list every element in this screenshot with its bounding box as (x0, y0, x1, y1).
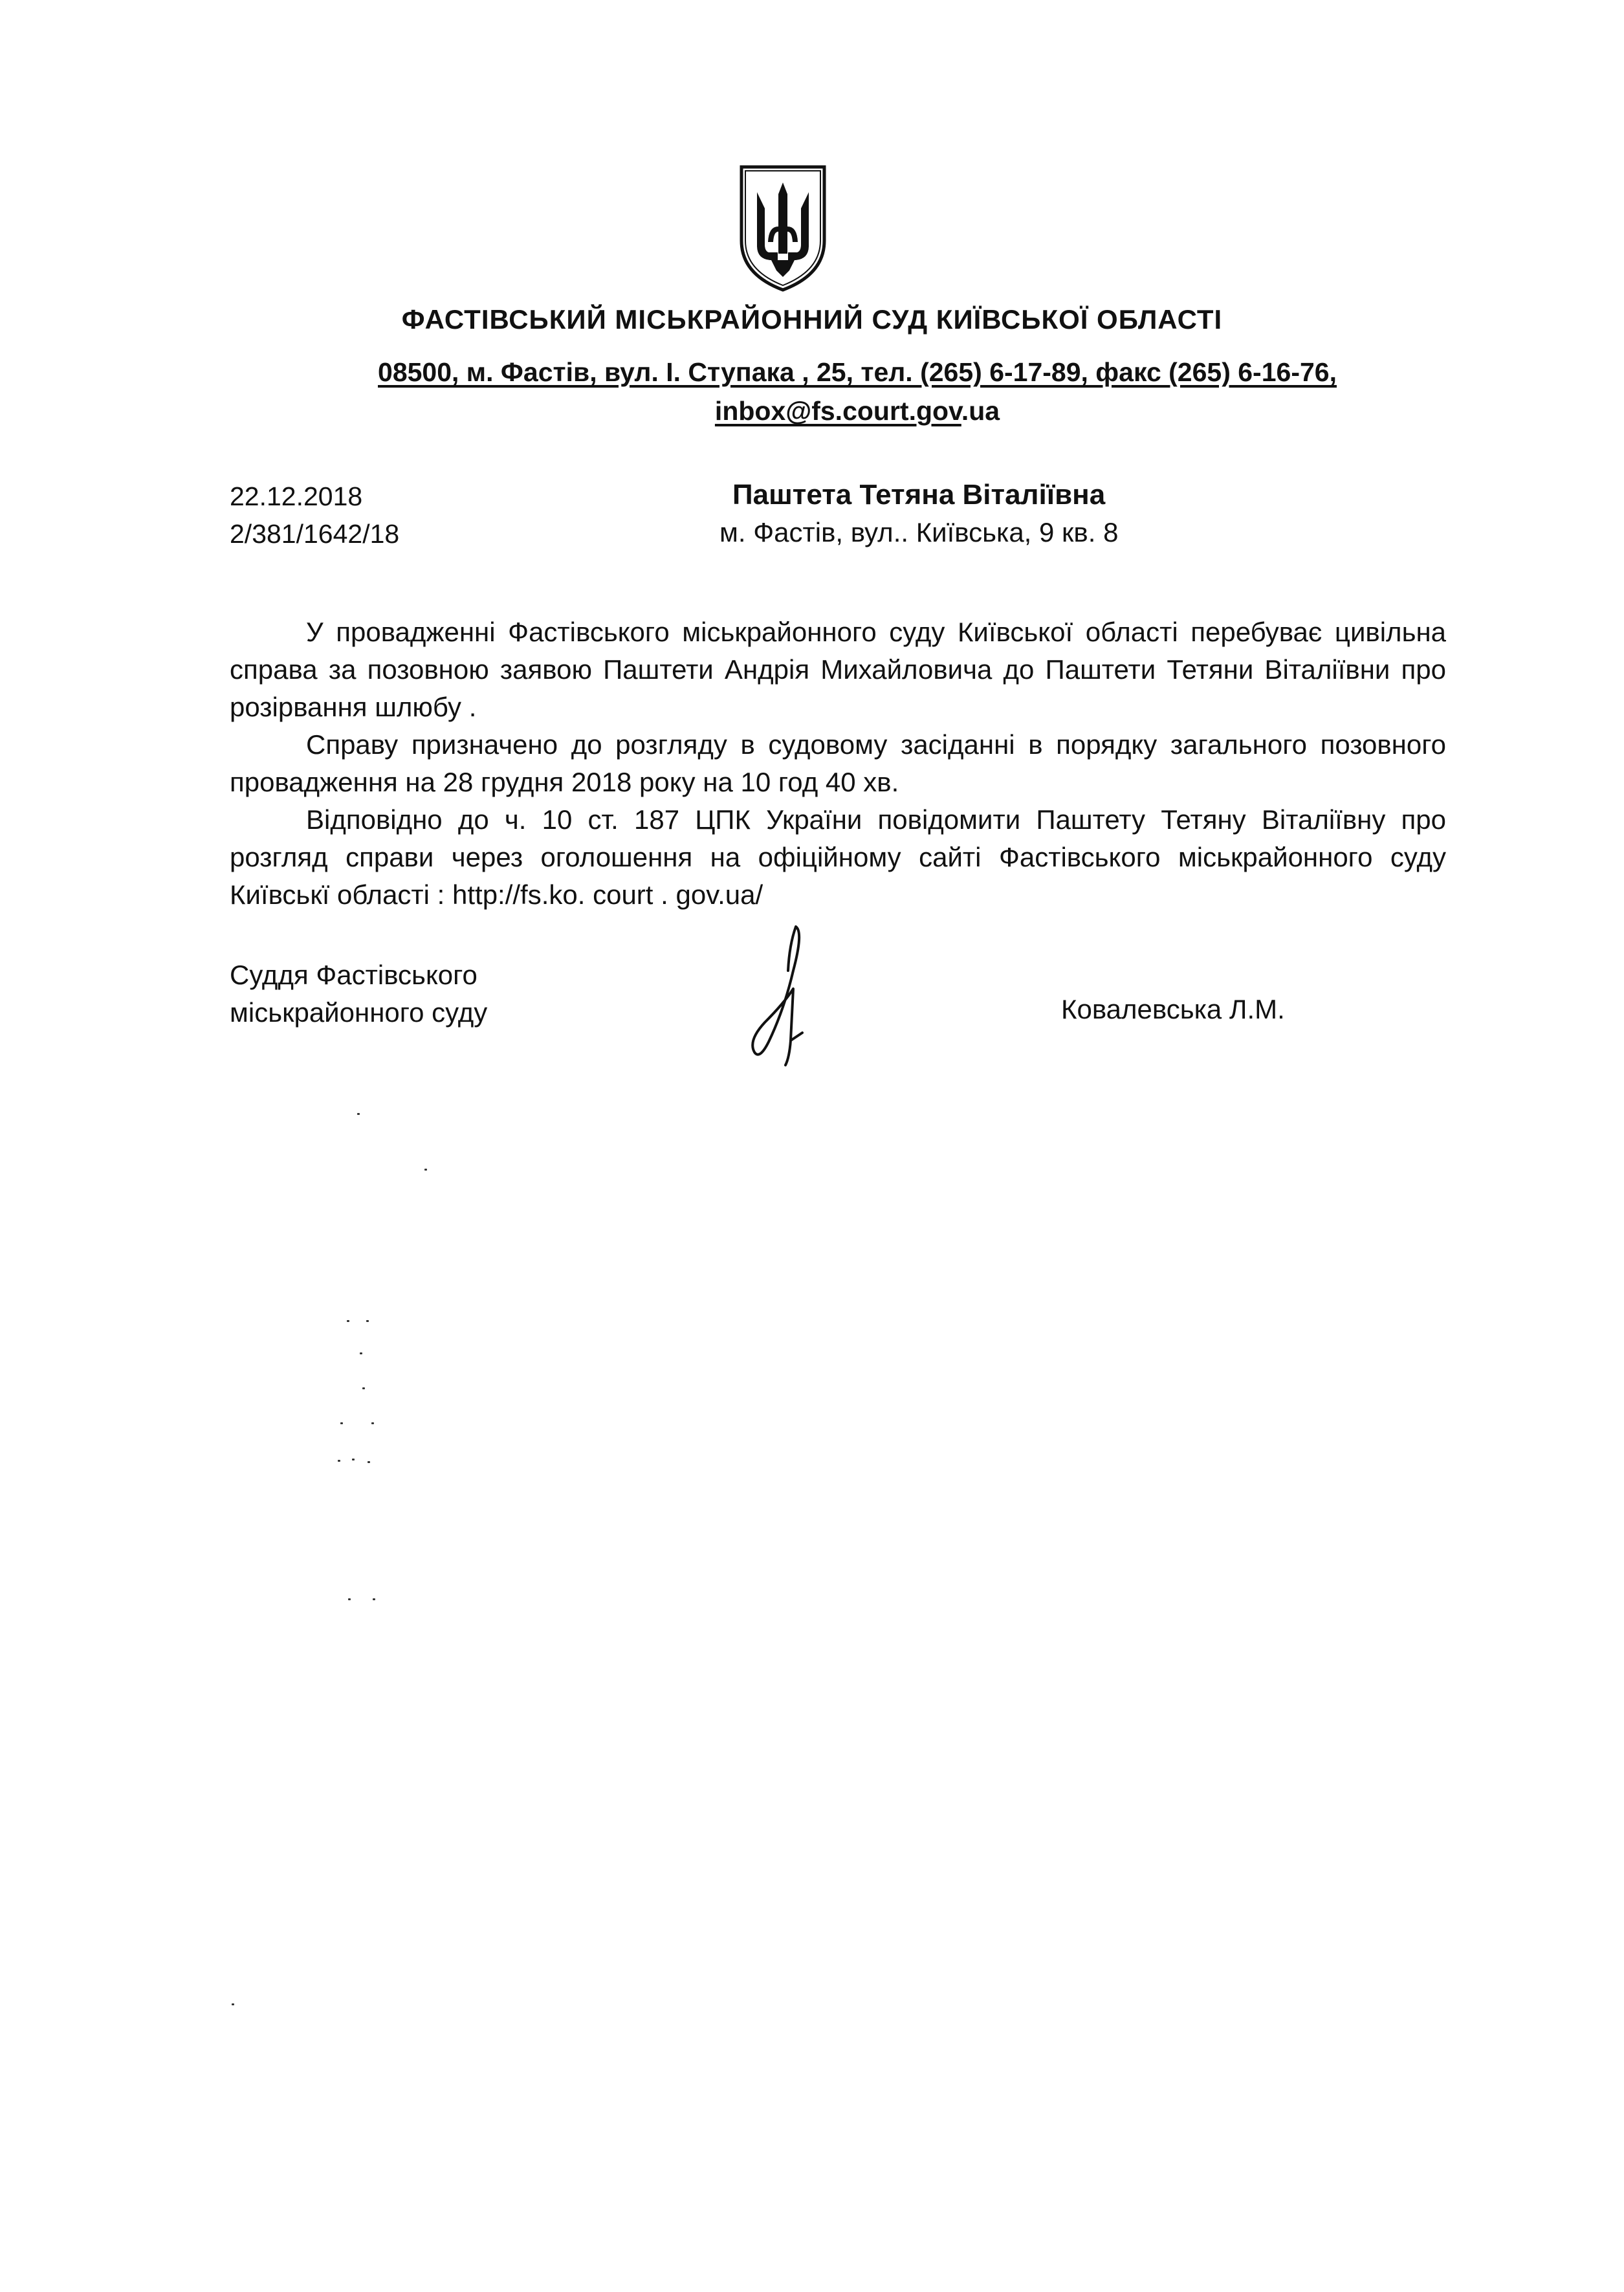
scan-speck (340, 1422, 343, 1424)
scan-speck (338, 1460, 340, 1462)
body-paragraph: Справу призначено до розгляду в судовому засіданні в порядку загального позовного провадження на 28 грудня 2018 року на 10 год 40 хв. (230, 729, 1446, 797)
court-email-suffix: .ua (961, 396, 1000, 426)
court-name-heading: ФАСТІВСЬКИЙ МІСЬКРАЙОННИЙ СУД КИЇВСЬКОЇ ОБЛАСТІ (401, 304, 1223, 335)
scan-speck (348, 1598, 351, 1600)
court-email: inbox@fs.court.gov (714, 396, 961, 426)
case-number: 2/381/1642/18 (230, 519, 400, 549)
body-paragraph: У провадженні Фастівського міськрайонного суду Київської області перебуває цивільна справа за позовною заявою Паштети Андрія Михайловича до Паштети Тетяни Віталіївни про розірвання шлюбу . (230, 617, 1446, 722)
scan-speck (357, 1113, 360, 1115)
court-address-line: 08500, м. Фастів, вул. І. Ступака , 25, тел. (265) 6-17-89, факс (265) 6-16-76, (378, 357, 1337, 387)
letter-date: 22.12.2018 (230, 481, 363, 511)
letter-body (230, 613, 1446, 914)
signatory-position-line: міськрайонного суду (230, 997, 488, 1028)
recipient-address: м. Фастів, вул.. Київська, 9 кв. 8 (719, 517, 1119, 547)
judge-name: Ковалевська Л.М. (1061, 994, 1285, 1024)
scan-speck (360, 1352, 362, 1354)
scan-speck (352, 1459, 355, 1460)
scan-speck (373, 1598, 375, 1600)
signatory-position-line: Суддя Фастівського (230, 960, 477, 990)
scan-speck (368, 1461, 370, 1463)
trident-emblem-icon (738, 163, 828, 292)
scan-speck (371, 1422, 374, 1424)
recipient-block (719, 476, 1118, 551)
handwritten-signature (731, 919, 828, 1081)
scan-speck (347, 1320, 349, 1322)
signatory-position (230, 956, 487, 1031)
body-paragraph: Відповідно до ч. 10 ст. 187 ЦПК України повідомити Паштету Тетяну Віталіївну про розгляд справи через оголошення на офіційному сайті Фастівського міськрайонного суду Київськї області : http://fs.ko. court . gov.ua/ (230, 804, 1446, 910)
scan-speck (232, 2003, 234, 2005)
letter-meta (230, 478, 399, 553)
scan-speck (424, 1169, 427, 1171)
scan-speck (366, 1320, 369, 1322)
court-address (311, 353, 1404, 430)
recipient-name: Паштета Тетяна Віталіївна (732, 479, 1106, 511)
scan-speck (362, 1387, 365, 1389)
